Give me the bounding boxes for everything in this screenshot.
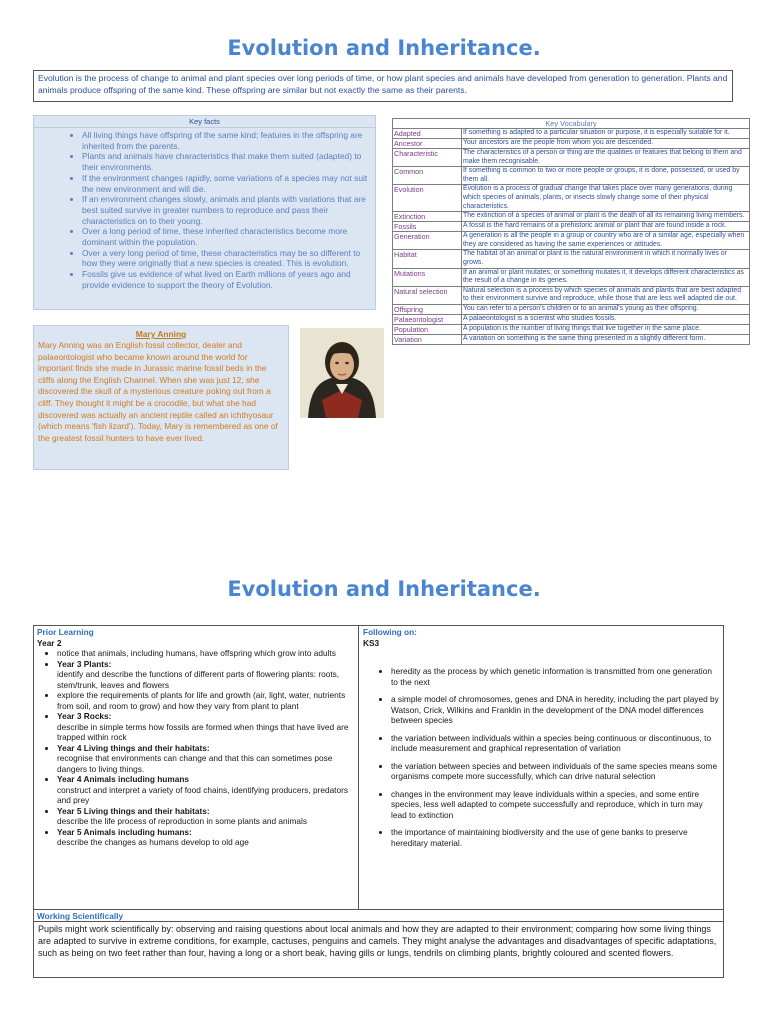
vocab-term: Mutations bbox=[393, 268, 462, 286]
table-row bbox=[393, 222, 750, 232]
vocab-term: Adapted bbox=[393, 129, 462, 139]
table-row bbox=[393, 167, 750, 185]
table-row bbox=[393, 212, 750, 222]
list-item: • Year 4 Living things and their habitats: bbox=[57, 743, 355, 754]
mary-anning-portrait bbox=[300, 328, 384, 418]
table-row bbox=[393, 334, 750, 344]
list-item: • changes in the environment may leave individuals within a species, and some entire species, less well adapted to compete successfully and reproduce, which in turn may lead to extinction bbox=[391, 789, 719, 821]
vocab-term: Population bbox=[393, 324, 462, 334]
ks3-heading: KS3 bbox=[363, 637, 380, 648]
list-item: • the variation between species and between individuals of the same species means some organisms compete more successfully, which can drive natural selection bbox=[391, 761, 719, 782]
vocab-definition: The habitat of an animal or plant is the natural environment in which it normally lives or grows. bbox=[462, 250, 750, 268]
vocab-term: Extinction bbox=[393, 212, 462, 222]
key-facts-header: Key facts bbox=[34, 116, 375, 128]
table-row bbox=[393, 286, 750, 304]
curriculum-box bbox=[33, 625, 724, 978]
table-row bbox=[393, 314, 750, 324]
vocab-definition: Natural selection is a process by which species of animals and plants that are best adapted to their environment survive and reproduce, while those that are less well adapted die out. bbox=[462, 286, 750, 304]
table-row bbox=[393, 304, 750, 314]
vocab-term: Palaeontologist bbox=[393, 314, 462, 324]
y3-plants-text: identify and describe the functions of different parts of flowering plants: roots, stem/trunk, leaves and flowers bbox=[57, 669, 340, 690]
table-row bbox=[393, 268, 750, 286]
working-scientifically-text: Pupils might work scientifically by: observing and raising questions about local animals and how they are adapted to their environment; comparing how some living things are adapted to survive in extreme conditions, for example, cactuses, penguins and camels. They might analyse the advantages and disadvantages of specific adaptations, such as being on two feet rather than four, having a long or a short beak, having gills or lungs, tendrils on climbing plants, brightly coloured and scented flowers. bbox=[38, 924, 717, 958]
vocab-term: Offspring bbox=[393, 304, 462, 314]
vocab-term: Ancestor bbox=[393, 139, 462, 149]
vocab-definition: You can refer to a person's children or to an animal's young as their offspring. bbox=[462, 304, 750, 314]
vocab-definition: Evolution is a process of gradual change that takes place over many generations, during which species of animals, plants, or insects slowly change some of their physical characteristics. bbox=[462, 185, 750, 212]
vocab-definition: Your ancestors are the people from whom you are descended. bbox=[462, 139, 750, 149]
vocab-definition: If something is common to two or more people or groups, it is done, possessed, or used by them all. bbox=[462, 167, 750, 185]
vocab-term: Habitat bbox=[393, 250, 462, 268]
page-title-2: Evolution and Inheritance. bbox=[227, 577, 541, 601]
list-item: • Year 3 Plants: bbox=[57, 659, 355, 670]
table-row bbox=[393, 129, 750, 139]
vocab-definition: A variation on something is the same thing presented in a slightly different form. bbox=[462, 334, 750, 344]
following-on-column bbox=[359, 626, 723, 909]
vocab-term: Fossils bbox=[393, 222, 462, 232]
list-item: • Over a long period of time, these inherited characteristics become more dominant within the population. bbox=[82, 226, 375, 247]
mary-anning-panel bbox=[33, 325, 289, 470]
list-item: • notice that animals, including humans, have offspring which grow into adults bbox=[57, 648, 355, 659]
y4-animals-text: construct and interpret a variety of food chains, identifying producers, predators and prey bbox=[57, 784, 349, 805]
key-vocabulary-header: Key Vocabulary bbox=[393, 119, 750, 129]
list-item: • If the environment changes rapidly, some variations of a species may not suit the new environment and will die. bbox=[82, 173, 375, 194]
vocab-definition: The extinction of a species of animal or plant is the death of all its remaining living members. bbox=[462, 212, 750, 222]
list-item: • All living things have offspring of the same kind; features in the offspring are inherited from the parents. bbox=[82, 130, 375, 151]
y3-rocks-text: describe in simple terms how fossils are formed when things that have lived are trapped within rock bbox=[57, 721, 349, 742]
table-row bbox=[393, 185, 750, 212]
key-vocabulary-table bbox=[392, 118, 750, 345]
vocab-term: Variation bbox=[393, 334, 462, 344]
vocab-term: Common bbox=[393, 167, 462, 185]
vocab-definition: If an animal or plant mutates, or something mutates it, it develops different characteristics as the result of a change in its genes. bbox=[462, 268, 750, 286]
table-row bbox=[393, 139, 750, 149]
vocab-definition: A palaeontologist is a scientist who studies fossils. bbox=[462, 314, 750, 324]
page-title: Evolution and Inheritance. bbox=[227, 36, 541, 60]
vocab-term: Generation bbox=[393, 232, 462, 250]
list-item: • Year 4 Animals including humans bbox=[57, 774, 355, 785]
y4-living-text: recognise that environments can change and that this can sometimes pose dangers to living things. bbox=[57, 753, 333, 774]
y5-animals-text: describe the changes as humans develop to old age bbox=[57, 837, 249, 847]
key-facts-list bbox=[34, 130, 375, 291]
vocab-definition: If something is adapted to a particular situation or purpose, it is especially suitable for it. bbox=[462, 129, 750, 139]
prior-learning-header: Prior Learning bbox=[37, 627, 94, 637]
table-row bbox=[393, 232, 750, 250]
following-on-header: Following on: bbox=[363, 627, 417, 637]
vocab-body bbox=[393, 129, 750, 345]
table-row bbox=[393, 324, 750, 334]
y5-living-text: describe the life process of reproduction in some plants and animals bbox=[57, 816, 307, 826]
mary-anning-header: Mary Anning bbox=[135, 329, 187, 339]
list-item: • the importance of maintaining biodiversity and the use of gene banks to preserve hereditary material. bbox=[391, 827, 719, 848]
list-item: • a simple model of chromosomes, genes and DNA in heredity, including the part played by Watson, Crick, Wilkins and Franklin in the development of the DNA model differences between species bbox=[391, 694, 719, 726]
list-item: • the variation between individuals within a species being continuous or discontinuous, to include measurement and graphical representation of variation bbox=[391, 733, 719, 754]
table-row bbox=[393, 250, 750, 268]
key-facts-panel bbox=[33, 115, 376, 310]
prior-learning-column bbox=[34, 626, 359, 909]
list-item: • heredity as the process by which genetic information is transmitted from one generation to the next bbox=[391, 666, 719, 687]
intro-box: Evolution is the process of change to animal and plant species over long periods of time, or how plant species and animals have developed from generation to generation. Plants and animals produce offspring of the same kind. These offspring are similar but not exactly the same as their parents. bbox=[33, 70, 733, 102]
vocab-term: Evolution bbox=[393, 185, 462, 212]
table-row bbox=[393, 149, 750, 167]
vocab-term: Natural selection bbox=[393, 286, 462, 304]
list-item: • explore the requirements of plants for life and growth (air, light, water, nutrients from soil, and room to grow) and how they vary from plant to plant bbox=[57, 690, 355, 711]
working-scientifically-header: Working Scientifically bbox=[34, 910, 723, 922]
vocab-definition: The characteristics of a person or thing are the qualities or features that belong to them and make them recognisable. bbox=[462, 149, 750, 167]
vocab-definition: A population is the number of living things that live together in the same place. bbox=[462, 324, 750, 334]
vocab-definition: A generation is all the people in a group or country who are of a similar age, especially when they are considered as having the same experiences or attitudes. bbox=[462, 232, 750, 250]
list-item: • If an environment changes slowly, animals and plants with variations that are best suited survive in greater numbers to reproduce and pass their characteristics on to their young. bbox=[82, 194, 375, 226]
vocab-term: Characteristic bbox=[393, 149, 462, 167]
list-item: • Fossils give us evidence of what lived on Earth millions of years ago and provide evidence to support the theory of Evolution. bbox=[82, 269, 375, 290]
list-item: • Over a very long period of time, these characteristics may be so different to how they were originally that a new species is created. This is evolution. bbox=[82, 248, 375, 269]
list-item: • Plants and animals have characteristics that make them suited (adapted) to their environments. bbox=[82, 151, 375, 172]
mary-anning-text: Mary Anning was an English fossil collector, dealer and palaeontologist who became known around the world for important finds she made in Jurassic marine fossil beds in the cliffs along the English Channel. When she was just 12, she discovered the skull of a mysterious creature poking out from a cliff. They thought it might be a crocodile, but what she had discovered was actually an ancient reptile called an ichthyosaur (which means 'fish lizard'). Today, Mary is remembered as one of the greatest fossil hunters to have ever lived. bbox=[38, 340, 278, 443]
vocab-definition: A fossil is the hard remains of a prehistoric animal or plant that are found inside a rock. bbox=[462, 222, 750, 232]
list-item: • Year 5 Animals including humans: bbox=[57, 827, 355, 838]
list-item: • Year 5 Living things and their habitats: bbox=[57, 806, 355, 817]
list-item: • Year 3 Rocks: bbox=[57, 711, 355, 722]
year-2-heading: Year 2 bbox=[37, 637, 62, 648]
